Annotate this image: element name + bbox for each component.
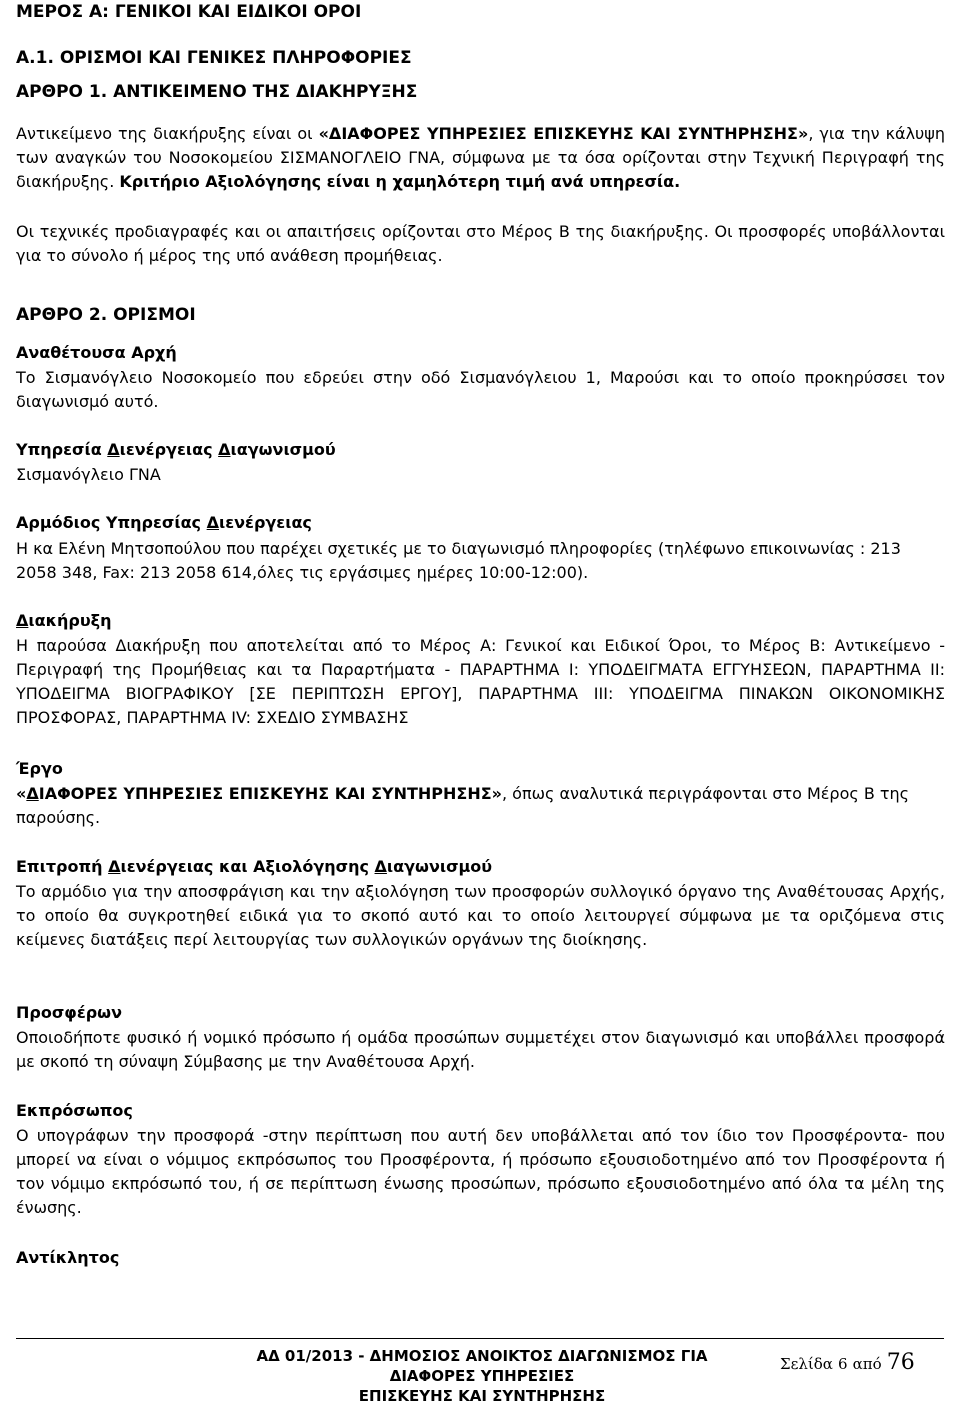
service-heading-part: Δ bbox=[107, 440, 120, 459]
authority-text: Το Σισμανόγλειο Νοσοκομείο που εδρεύει στην οδό Σισμανόγλειου 1, Μαρούσι και το οποίο προκηρύσσει τον διαγωνισμό αυτό. bbox=[16, 368, 945, 411]
article-1-text-post: , για την κάλυψη των αναγκών του Νοσοκομείου ΣΙΣΜΑΝΟΓΛΕΙΟ ΓΝΑ, σύμφωνα με τα όσα ορίζονται στην Τεχνική Περιγραφή της διακήρυξης. bbox=[16, 124, 945, 191]
representative-text: Ο υπογράφων την προσφορά -στην περίπτωση που αυτή δεν υποβάλλεται από τον ίδιο τον Προσφέροντα- που μπορεί να είναι ο νόμιμος εκπρόσωπος του Προσφέροντα, ή πρόσωπο εξουσιοδοτημένο από τον Προσφέροντα ή τον νόμιμο εκπρόσωπό του, ή σε περίπτωση ένωσης προσώπων, πρόσωπο εξουσιοδοτημένο από όλα τα μέλη της ένωσης. bbox=[16, 1126, 945, 1217]
service-heading-part: ιαγωνισμού bbox=[230, 440, 336, 459]
notice-heading bbox=[16, 609, 111, 633]
project-description: , όπως αναλυτικά περιγράφονται στο Μέρος Β της παρούσης. bbox=[16, 784, 910, 827]
contact-heading: Αντίκλητος bbox=[16, 1248, 120, 1267]
committee-heading bbox=[16, 855, 492, 879]
committee-heading-part: Επιτροπή bbox=[16, 857, 109, 876]
article-1-text-pre: Αντικείμενο της διακήρυξης είναι οι bbox=[16, 124, 319, 143]
footer-title-line-2: ΕΠΙΣΚΕΥΗΣ ΚΑΙ ΣΥΝΤΗΡΗΣΗΣ bbox=[358, 1387, 606, 1405]
part-title: ΜΕΡΟΣ Α: ΓΕΝΙΚΟΙ ΚΑΙ ΕΙΔΙΚΟΙ ΟΡΟΙ bbox=[16, 2, 362, 22]
notice-text: Η παρούσα Διακήρυξη που αποτελείται από το Μέρος Α: Γενικοί και Ειδικοί Όροι, το Μέρος Β: Αντικείμενο - Περιγραφή της Προμήθειας και τα Παραρτήματα - ΠΑΡΑΡΤΗΜΑ Ι: ΥΠΟΔΕΙΓΜΑΤΑ ΕΓΓΥΗΣΕΩΝ, ΠΑΡΑΡΤΗΜΑ ΙΙ: ΥΠΟΔΕΙΓΜΑ ΒΙΟΓΡΑΦΙΚΟΥ [ΣΕ ΠΕΡΙΠΤΩΣΗ ΕΡΓΟΥ], ΠΑΡΑΡΤΗΜΑ ΙΙΙ: ΥΠΟΔΕΙΓΜΑ ΠΙΝΑΚΩΝ ΟΙΚΟΝΟΜΙΚΗΣ ΠΡΟΣΦΟΡΑΣ, ΠΑΡΑΡΤΗΜΑ IV: ΣΧΕΔΙΟ ΣΥΜΒΑΣΗΣ bbox=[16, 636, 945, 727]
bidder-text: Οποιοδήποτε φυσικό ή νομικό πρόσωπο ή ομάδα προσώπων συμμετέχει στον διαγωνισμό και υποβάλλει προσφορά με σκοπό τη σύναψη Σύμβασης με την Αναθέτουσα Αρχή. bbox=[16, 1028, 945, 1071]
service-heading bbox=[16, 438, 336, 462]
authority-heading: Αναθέτουσα Αρχή bbox=[16, 343, 177, 362]
page-indicator bbox=[780, 1350, 940, 1375]
project-text bbox=[16, 782, 945, 830]
page-number: 6 bbox=[838, 1355, 848, 1373]
notice-heading-part: Δ bbox=[16, 611, 29, 630]
article-1-paragraph-1 bbox=[16, 122, 945, 194]
competent-heading-part: Δ bbox=[206, 513, 219, 532]
project-title-part: Δ bbox=[26, 784, 39, 803]
article-1-paragraph-2: Οι τεχνικές προδιαγραφές και οι απαιτήσεις ορίζονται στο Μέρος Β της διακήρυξης. Οι προσφορές υποβάλλονται για το σύνολο ή μέρος της υπό ανάθεση προμήθειας. bbox=[16, 222, 945, 265]
service-heading-part: Υπηρεσία bbox=[16, 440, 108, 459]
article-1-title: ΑΡΘΡΟ 1. ΑΝΤΙΚΕΙΜΕΝΟ ΤΗΣ ΔΙΑΚΗΡΥΞΗΣ bbox=[16, 82, 418, 102]
project-heading: Έργο bbox=[16, 759, 63, 778]
project-title-part: ΙΑΦΟΡΕΣ ΥΠΗΡΕΣΙΕΣ ΕΠΙΣΚΕΥΗΣ ΚΑΙ ΣΥΝΤΗΡΗΣΗΣ» bbox=[38, 784, 502, 803]
competent-heading bbox=[16, 511, 312, 535]
service-heading-part: Δ bbox=[218, 440, 231, 459]
footer-title bbox=[222, 1346, 742, 1406]
service-text: Σισμανόγλειο ΓΝΑ bbox=[16, 465, 161, 484]
competent-text: Η κα Ελένη Μητσοπούλου που παρέχει σχετικές με το διαγωνισμό πληροφορίες (τηλέφωνο επικοινωνίας : 213 2058 348, Fax: 213 2058 614,όλες τις εργάσιμες ημέρες 10:00-12:00). bbox=[16, 539, 901, 582]
committee-heading-part: Δ bbox=[374, 857, 387, 876]
article-1-subject: «ΔΙΑΦΟΡΕΣ ΥΠΗΡΕΣΙΕΣ ΕΠΙΣΚΕΥΗΣ ΚΑΙ ΣΥΝΤΗΡΗΣΗΣ» bbox=[318, 124, 809, 143]
competent-heading-part: Αρμόδιος Υπηρεσίας bbox=[16, 513, 207, 532]
service-heading-part: ιενέργειας bbox=[119, 440, 219, 459]
footer-title-line-1: ΑΔ 01/2013 - ΔΗΜΟΣΙΟΣ ΑΝΟΙΚΤΟΣ ΔΙΑΓΩΝΙΣΜΟΣ ΓΙΑ ΔΙΑΦΟΡΕΣ ΥΠΗΡΕΣΙΕΣ bbox=[256, 1347, 708, 1385]
project-title-part: « bbox=[16, 784, 27, 803]
award-criterion: Κριτήριο Αξιολόγησης είναι η χαμηλότερη τιμή ανά υπηρεσία. bbox=[119, 172, 681, 191]
notice-heading-part: ιακήρυξη bbox=[28, 611, 112, 630]
committee-heading-part: Δ bbox=[108, 857, 121, 876]
page-total: 76 bbox=[886, 1350, 915, 1375]
committee-heading-part: ιενέργειας και Αξιολόγησης bbox=[120, 857, 375, 876]
competent-heading-part: ιενέργειας bbox=[219, 513, 312, 532]
page-of: από bbox=[852, 1355, 882, 1373]
representative-heading: Εκπρόσωπος bbox=[16, 1101, 133, 1120]
committee-text: Το αρμόδιο για την αποσφράγιση και την αξιολόγηση των προσφορών συλλογικό όργανο της Αναθέτουσας Αρχής, το οποίο θα συγκροτηθεί ειδικά για το σκοπό αυτό και το οποίο λειτουργεί σύμφωνα με τα οριζόμενα στις κείμενες διατάξεις περί λειτουργίας των συλλογικών οργάνων της διοίκησης. bbox=[16, 882, 945, 949]
page-prefix: Σελίδα bbox=[780, 1355, 833, 1373]
committee-heading-part: ιαγωνισμού bbox=[386, 857, 493, 876]
footer-divider bbox=[16, 1338, 944, 1339]
section-title: Α.1. ΟΡΙΣΜΟΙ ΚΑΙ ΓΕΝΙΚΕΣ ΠΛΗΡΟΦΟΡΙΕΣ bbox=[16, 48, 412, 68]
article-2-title: ΑΡΘΡΟ 2. ΟΡΙΣΜΟΙ bbox=[16, 305, 196, 325]
bidder-heading: Προσφέρων bbox=[16, 1003, 122, 1022]
